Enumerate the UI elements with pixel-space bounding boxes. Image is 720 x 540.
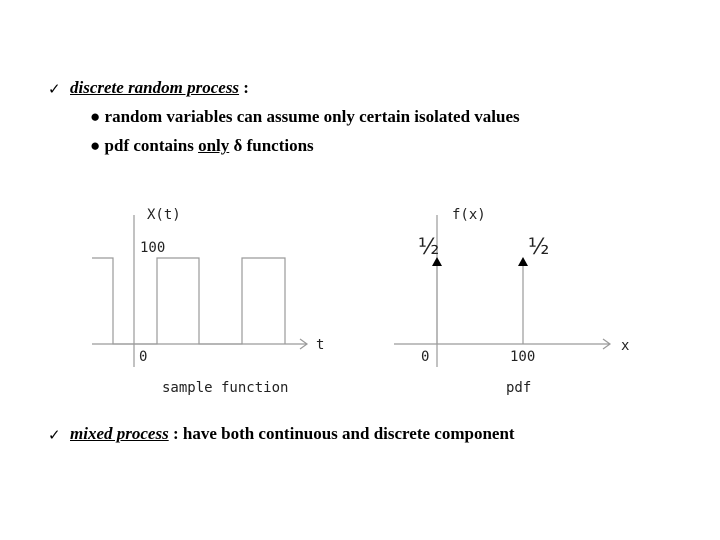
heading-text: have both continuous and discrete component [178, 424, 515, 443]
bullet-icon: ● [90, 107, 101, 126]
right-origin-label: 0 [421, 349, 430, 365]
bullet-text: random variables can assume only certain isolated values [104, 107, 520, 126]
right-tick-label: 100 [510, 349, 536, 365]
right-caption: pdf [506, 380, 532, 396]
check-icon: ✓ [48, 80, 61, 98]
heading-colon: : [168, 424, 179, 443]
left-caption: sample function [162, 380, 289, 396]
heading-colon: : [239, 78, 249, 97]
impulse-weight-label: ½ [528, 235, 550, 260]
square-wave [92, 258, 285, 344]
right-xlabel: x [621, 338, 630, 354]
heading-title: mixed process [70, 424, 169, 443]
impulse-weight-label: ½ [418, 235, 440, 260]
bullet-text-post: δ functions [229, 136, 314, 155]
impulse-arrow-icon [518, 257, 528, 266]
check-icon: ✓ [48, 426, 61, 444]
right-ylabel: f(x) [452, 207, 486, 223]
heading-title: discrete random process [70, 78, 240, 97]
left-xlabel: t [316, 337, 325, 353]
bullet-text-pre: pdf contains [104, 136, 199, 155]
left-level-label: 100 [140, 240, 166, 256]
bullet-text-underlined: only [198, 136, 230, 155]
left-origin-label: 0 [139, 349, 148, 365]
sample-function-plot [92, 215, 307, 367]
mixed-process-heading [70, 424, 515, 444]
left-ylabel: X(t) [147, 207, 181, 223]
bullet-icon: ● [90, 136, 101, 155]
